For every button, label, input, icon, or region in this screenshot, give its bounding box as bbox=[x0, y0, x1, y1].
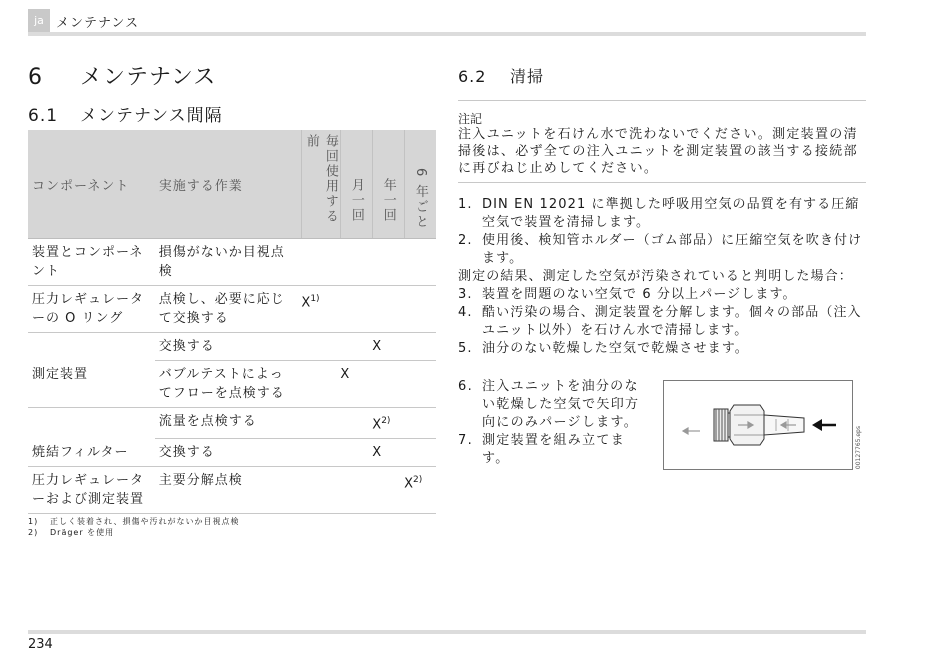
header-every-6-years bbox=[404, 130, 436, 239]
cell-mark-col2 bbox=[340, 286, 372, 333]
list-item bbox=[458, 232, 866, 268]
table-row bbox=[28, 239, 436, 286]
header-every-6-years-text: 6 年ごと bbox=[412, 168, 428, 230]
figure-id: 00127765.eps bbox=[855, 426, 862, 470]
cell-mark-col1 bbox=[301, 239, 340, 286]
footnote-number: 2) bbox=[28, 528, 39, 537]
table-row bbox=[28, 361, 436, 408]
list-item bbox=[458, 340, 866, 358]
subsection-number: 6.2 bbox=[458, 67, 487, 86]
list-item bbox=[458, 378, 648, 432]
header-yearly-text: 年一回 bbox=[380, 178, 396, 223]
step-number: 4. bbox=[458, 305, 473, 320]
table-row bbox=[28, 408, 436, 439]
cell-mark-col3 bbox=[372, 467, 404, 514]
cell-task: 点検し、必要に応じて交換する bbox=[155, 286, 302, 333]
section-title: メンテナンス bbox=[80, 65, 217, 90]
subsection-heading-left bbox=[28, 101, 223, 126]
cell-component bbox=[28, 333, 155, 361]
cell-mark-col2 bbox=[340, 439, 372, 467]
cell-mark-col3 bbox=[372, 408, 404, 439]
cell-mark-col2 bbox=[340, 408, 372, 439]
note-label: 注記 bbox=[458, 112, 483, 126]
cell-component: 測定装置 bbox=[28, 361, 155, 408]
step-number: 7. bbox=[458, 433, 474, 448]
header-monthly bbox=[340, 130, 372, 239]
footer-bar bbox=[28, 630, 866, 634]
footnote-number: 1) bbox=[28, 517, 39, 526]
cell-mark-col4 bbox=[404, 333, 436, 361]
cell-task: 主要分解点検 bbox=[155, 467, 302, 514]
cell-mark-col4 bbox=[404, 408, 436, 439]
step-text: DIN EN 12021 に準拠した呼吸用空気の品質を有する圧縮空気で装置を清掃します。 bbox=[482, 197, 860, 230]
list-item bbox=[458, 304, 866, 340]
cell-task: 流量を点検する bbox=[155, 408, 302, 439]
footnote-ref: 2) bbox=[381, 416, 391, 426]
contamination-paragraph: 測定の結果、測定した空気が汚染されていると判明した場合： bbox=[458, 269, 853, 284]
cell-mark-col4 bbox=[404, 439, 436, 467]
cell-component: 焼結フィルター bbox=[28, 439, 155, 467]
cell-mark-col4 bbox=[404, 286, 436, 333]
list-item bbox=[458, 196, 866, 232]
subsection-title: メンテナンス間隔 bbox=[80, 106, 223, 126]
table-row bbox=[28, 467, 436, 514]
step-number: 1. bbox=[458, 197, 473, 212]
subsection-number: 6.1 bbox=[28, 106, 59, 126]
mark-value: X bbox=[404, 476, 414, 492]
footnote-text: Dräger を使用 bbox=[50, 528, 115, 537]
mark-value: X bbox=[372, 417, 382, 433]
divider bbox=[458, 182, 866, 183]
header-monthly-text: 月一回 bbox=[348, 178, 364, 223]
cell-component: 圧力レギュレーターの O リング bbox=[28, 286, 155, 333]
cell-task: 損傷がないか目視点検 bbox=[155, 239, 302, 286]
cell-component: 装置とコンポーネント bbox=[28, 239, 155, 286]
maintenance-interval-table bbox=[28, 130, 436, 514]
cell-mark-col3 bbox=[372, 286, 404, 333]
cell-mark-col1 bbox=[301, 361, 340, 408]
step-text: 使用後、検知管ホルダー（ゴム部品）に圧縮空気を吹き付けます。 bbox=[482, 233, 863, 266]
cell-mark-col3 bbox=[372, 333, 404, 361]
cell-mark-col4 bbox=[404, 239, 436, 286]
table-row bbox=[28, 439, 436, 467]
list-item bbox=[458, 432, 648, 468]
mark-value: X bbox=[340, 367, 350, 382]
footnote-ref: 2) bbox=[413, 475, 423, 486]
page-number: 234 bbox=[28, 637, 53, 652]
subsection-title: 清掃 bbox=[510, 67, 545, 86]
cell-mark-col3 bbox=[372, 439, 404, 467]
cell-mark-col2 bbox=[340, 467, 372, 514]
footnote-1 bbox=[28, 516, 239, 527]
mark-value: X bbox=[372, 445, 382, 461]
footnote-ref: 1) bbox=[310, 294, 320, 304]
cell-mark-col1 bbox=[301, 467, 340, 514]
cell-mark-col2 bbox=[340, 333, 372, 361]
list-item bbox=[458, 286, 866, 304]
step-text: 測定装置を組み立てます。 bbox=[482, 433, 626, 466]
purge-steps bbox=[458, 378, 648, 468]
section-heading bbox=[28, 60, 216, 91]
header-yearly bbox=[372, 130, 404, 239]
step-text: 酷い汚染の場合、測定装置を分解します。個々の部品（注入ユニット以外）を石けん水で清掃します。 bbox=[482, 305, 862, 338]
header-before-each-use-text: 毎回使用する前 bbox=[303, 134, 338, 224]
cell-component bbox=[28, 408, 155, 439]
injection-unit-figure bbox=[663, 380, 853, 470]
cell-task: 交換する bbox=[155, 333, 302, 361]
cell-mark-col3 bbox=[372, 361, 404, 408]
table-row bbox=[28, 286, 436, 333]
footnote-2 bbox=[28, 527, 114, 538]
table-row bbox=[28, 333, 436, 361]
cell-task: バブルテストによってフローを点検する bbox=[155, 361, 302, 408]
cell-task: 交換する bbox=[155, 439, 302, 467]
step-text: 注入ユニットを油分のない乾燥した空気で矢印方向にのみパージします。 bbox=[482, 379, 640, 430]
cell-mark-col3 bbox=[372, 239, 404, 286]
header-before-each-use bbox=[301, 130, 340, 239]
mark-value: X bbox=[301, 295, 311, 311]
cell-mark-col2 bbox=[340, 361, 372, 408]
cell-mark-col1 bbox=[301, 333, 340, 361]
subsection-heading-right bbox=[458, 64, 544, 87]
table-header-row bbox=[28, 130, 436, 239]
footnote-text: 正しく装着され、損傷や汚れがないか目視点検 bbox=[50, 517, 240, 526]
header-title: メンテナンス bbox=[56, 16, 139, 31]
cell-mark-col1 bbox=[301, 286, 340, 333]
cell-mark-col1 bbox=[301, 408, 340, 439]
cell-mark-col2 bbox=[340, 239, 372, 286]
language-tag: ja bbox=[28, 9, 50, 32]
header-bar bbox=[28, 9, 866, 36]
step-number: 3. bbox=[458, 287, 473, 302]
cleaning-steps bbox=[458, 196, 866, 358]
cell-mark-col4 bbox=[404, 361, 436, 408]
header-component: コンポーネント bbox=[28, 130, 155, 239]
section-number: 6 bbox=[28, 65, 43, 90]
cell-component: 圧力レギュレーターおよび測定装置 bbox=[28, 467, 155, 514]
step-text: 油分のない乾燥した空気で乾燥させます。 bbox=[482, 341, 749, 356]
cell-mark-col4 bbox=[404, 467, 436, 514]
step-number: 5. bbox=[458, 341, 473, 356]
mark-value: X bbox=[372, 339, 382, 354]
header-task: 実施する作業 bbox=[155, 130, 302, 239]
step-number: 6. bbox=[458, 379, 474, 394]
divider bbox=[458, 100, 866, 101]
note-text: 注入ユニットを石けん水で洗わないでください。測定装置の清掃後は、必ず全ての注入ユニットを測定装置の該当する接続部に再びねじ止めしてください。 bbox=[458, 127, 858, 176]
step-number: 2. bbox=[458, 233, 473, 248]
injection-unit-purge-icon bbox=[664, 381, 852, 469]
step-text: 装置を問題のない空気で 6 分以上パージします。 bbox=[482, 287, 797, 302]
cell-mark-col1 bbox=[301, 439, 340, 467]
